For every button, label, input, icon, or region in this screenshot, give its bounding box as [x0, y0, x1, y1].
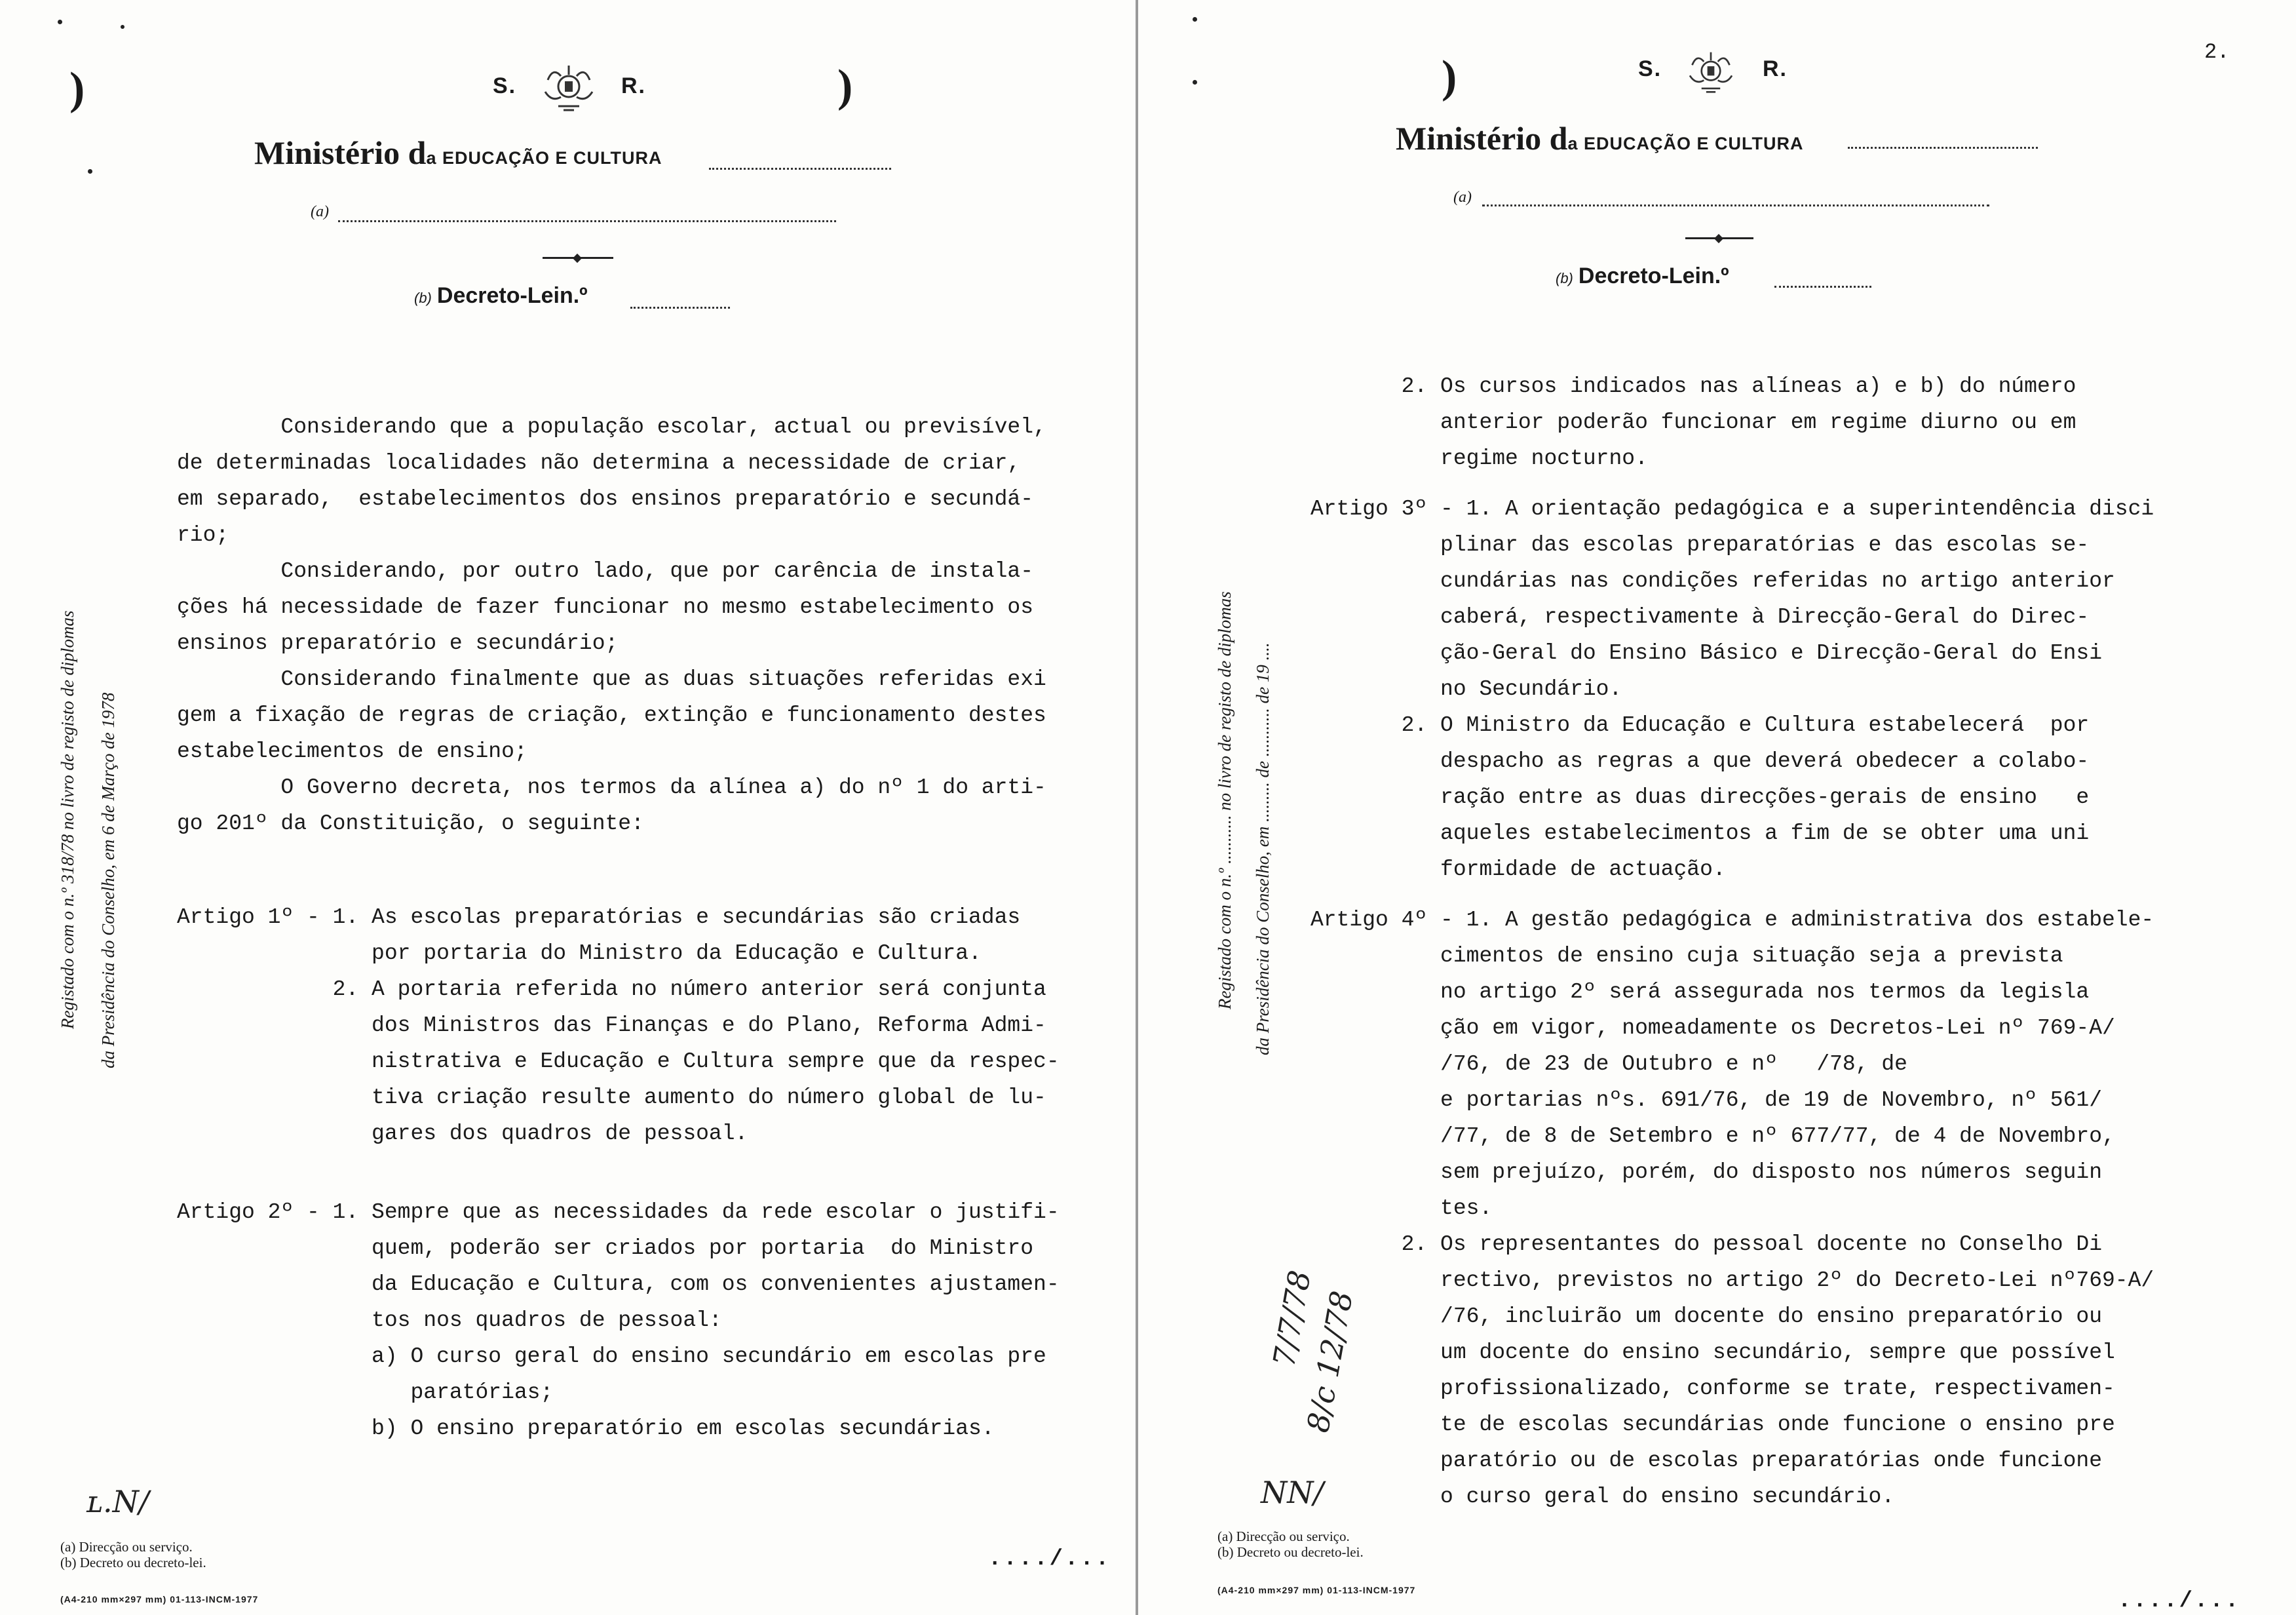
text-line: O Governo decreta, nos termos da alínea a) do nº 1 do arti-: [177, 775, 1046, 800]
text-line: por portaria do Ministro da Educação e Cultura.: [177, 941, 982, 965]
registry-margin-line-1: Registado com o n.º ........... no livro de registo de diplomas: [1215, 591, 1234, 1009]
text-line: cimentos de ensino cuja situação seja a prevista: [1311, 944, 2063, 968]
text-line: tes.: [1311, 1196, 1493, 1220]
binding-mark: ): [1442, 52, 1457, 102]
text-line: 2. A portaria referida no número anterior será conjunta: [177, 977, 1046, 1002]
text-line: rectivo, previstos no artigo 2º do Decreto-Lei nº769-A/: [1311, 1268, 2154, 1293]
text-line: /76, de 23 de Outubro e nº /78, de: [1311, 1052, 1907, 1076]
text-line: aqueles estabelecimentos a fim de se obter uma uni: [1311, 821, 2090, 846]
label-b: (b): [1556, 270, 1573, 286]
text-line: de determinadas localidades não determina a necessidade de criar,: [177, 451, 1021, 475]
text-line: caberá, respectivamente à Direcção-Geral do Direc-: [1311, 605, 2090, 629]
articles-text: [1311, 368, 2154, 1515]
registry-margin-line-2: da Presidência do Conselho, em 6 de Março de 1978: [98, 692, 118, 1068]
ministry-value: a EDUCAÇÃO E CULTURA: [1567, 134, 1804, 153]
text-line: regime nocturno.: [1311, 446, 1648, 471]
decreto-heading: [1556, 263, 1729, 289]
ministry-label: Ministério d: [254, 134, 427, 171]
decreto-label: Decreto-Lein.º: [1578, 263, 1729, 288]
page-number: 2.: [2204, 40, 2230, 64]
ministry-heading: [254, 134, 662, 172]
text-line: ção em vigor, nomeadamente os Decretos-Lei nº 769-A/: [1311, 1016, 2115, 1040]
decreto-fill-line: [1774, 286, 1871, 288]
artigo-1-text: [177, 899, 1060, 1152]
handwritten-annotation: 8/c 12/78: [1300, 1288, 1360, 1435]
binding-mark: ): [837, 61, 853, 111]
footnote-a: (a) Direcção ou serviço.: [1217, 1528, 1350, 1544]
text-line: paratório ou de escolas preparatórias onde funcione: [1311, 1449, 2102, 1473]
scan-speck: [88, 169, 92, 174]
text-line: 2. O Ministro da Educação e Cultura estabelecerá por: [1311, 713, 2090, 737]
scan-speck: [58, 20, 62, 24]
decreto-label: Decreto-Lein.º: [436, 283, 588, 308]
handwritten-date: 7/7/78: [1266, 1268, 1318, 1370]
continues-marker: ..../...: [2118, 1589, 2241, 1614]
text-line: Considerando finalmente que as duas situações referidas exi: [177, 667, 1046, 691]
scan-speck: [1193, 80, 1197, 85]
text-line: gem a fixação de regras de criação, extinção e funcionamento destes: [177, 703, 1046, 728]
print-info: (A4-210 mm×297 mm) 01-113-INCM-1977: [1217, 1585, 1416, 1595]
text-line: gares dos quadros de pessoal.: [177, 1121, 748, 1146]
text-line: nistrativa e Educação e Cultura sempre que da respec-: [177, 1049, 1060, 1074]
text-line: despacho as regras a que deverá obedecer a colabo-: [1311, 749, 2090, 773]
text-line: rio;: [177, 523, 229, 547]
text-line: e portarias nºs. 691/76, de 19 de Novembro, nº 561/: [1311, 1088, 2102, 1112]
ministry-heading: [1396, 119, 1804, 157]
handwritten-initials: ʟ.N/: [86, 1484, 149, 1519]
ministry-value: a EDUCAÇÃO E CULTURA: [426, 148, 662, 168]
text-line: profissionalizado, conforme se trate, respectivamen-: [1311, 1376, 2115, 1401]
text-line: dos Ministros das Finanças e do Plano, Reforma Admi-: [177, 1013, 1046, 1038]
footnote-a: (a) Direcção ou serviço.: [60, 1539, 193, 1555]
ministry-fill-line: [1848, 147, 2038, 149]
text-line: Artigo 3º - 1. A orientação pedagógica e a superintendência disci: [1311, 497, 2154, 521]
text-line: sem prejuízo, porém, do disposto nos números seguin: [1311, 1160, 2102, 1184]
text-line: plinar das escolas preparatórias e das escolas se-: [1311, 533, 2090, 557]
text-line: [1311, 887, 2154, 902]
ministry-label: Ministério d: [1396, 120, 1568, 157]
text-line: go 201º da Constituição, o seguinte:: [177, 811, 644, 836]
registry-margin-line-1: Registado com o n.º 318/78 no livro de registo de diplomas: [58, 610, 77, 1029]
footnote-b: (b) Decreto ou decreto-lei.: [1217, 1544, 1364, 1560]
label-a: (a): [1453, 189, 1472, 206]
text-line: ções há necessidade de fazer funcionar no mesmo estabelecimento os: [177, 595, 1034, 619]
text-line: ensinos preparatório e secundário;: [177, 631, 619, 655]
ministry-fill-line: [709, 168, 891, 170]
right-page: [1148, 0, 2296, 1615]
label-a: (a): [311, 203, 329, 220]
text-line: [1311, 477, 2154, 491]
text-line: Considerando, por outro lado, que por carência de instala-: [177, 559, 1034, 583]
decreto-fill-line: [630, 307, 730, 309]
decreto-heading: [414, 283, 588, 309]
a-fill-line: [338, 220, 836, 222]
text-line: no Secundário.: [1311, 677, 1622, 701]
text-line: 2. Os cursos indicados nas alíneas a) e b) do número: [1311, 374, 2076, 399]
republic-emblem-icon: [539, 63, 599, 113]
text-line: paratórias;: [177, 1380, 554, 1405]
page-gutter: [1136, 0, 1138, 1615]
registry-margin-line-2: da Presidência do Conselho, em ......... de ........... de 19 ....: [1253, 642, 1272, 1055]
text-line: a) O curso geral do ensino secundário em escolas pre: [177, 1344, 1046, 1369]
text-line: estabelecimentos de ensino;: [177, 739, 527, 764]
text-line: tiva criação resulte aumento do número global de lu-: [177, 1085, 1046, 1110]
text-line: no artigo 2º será assegurada nos termos da legisla: [1311, 980, 2090, 1004]
text-line: Artigo 1º - 1. As escolas preparatórias e secundárias são criadas: [177, 905, 1021, 929]
text-line: 2. Os representantes do pessoal docente no Conselho Di: [1311, 1232, 2102, 1256]
text-line: ção-Geral do Ensino Básico e Direcção-Geral do Ensi: [1311, 641, 2102, 665]
text-line: te de escolas secundárias onde funcione o ensino pre: [1311, 1412, 2115, 1437]
text-line: /76, incluirão um docente do ensino preparatório ou: [1311, 1304, 2102, 1329]
text-line: Artigo 4º - 1. A gestão pedagógica e administrativa dos estabele-: [1311, 908, 2154, 932]
text-line: quem, poderão ser criados por portaria do Ministro: [177, 1236, 1034, 1260]
text-line: formidade de actuação.: [1311, 857, 1726, 882]
separator-diamond: [1714, 234, 1723, 243]
text-line: tos nos quadros de pessoal:: [177, 1308, 722, 1333]
scan-speck: [1193, 17, 1197, 22]
text-line: /77, de 8 de Setembro e nº 677/77, de 4 de Novembro,: [1311, 1124, 2115, 1148]
a-fill-line: [1482, 204, 1989, 206]
text-line: Artigo 2º - 1. Sempre que as necessidades da rede escolar o justifi-: [177, 1200, 1060, 1224]
sr-left: S.: [1638, 56, 1662, 81]
sr-right: R.: [621, 73, 646, 98]
preamble-text: [177, 409, 1046, 842]
text-line: cundárias nas condições referidas no artigo anterior: [1311, 569, 2115, 593]
republic-emblem-icon: [1684, 50, 1738, 94]
text-line: da Educação e Cultura, com os convenientes ajustamen-: [177, 1272, 1060, 1296]
sr-right: R.: [1763, 56, 1788, 81]
continues-marker: ..../...: [988, 1547, 1111, 1572]
handwritten-initials: NN/: [1261, 1475, 1324, 1510]
separator-diamond: [573, 254, 582, 263]
scan-speck: [121, 25, 124, 29]
footnote-b: (b) Decreto ou decreto-lei.: [60, 1555, 206, 1570]
print-info: (A4-210 mm×297 mm) 01-113-INCM-1977: [60, 1594, 259, 1605]
text-line: um docente do ensino secundário, sempre que possível: [1311, 1340, 2115, 1365]
text-line: o curso geral do ensino secundário.: [1311, 1485, 1895, 1509]
text-line: Considerando que a população escolar, actual ou previsível,: [177, 415, 1046, 439]
sr-left: S.: [493, 73, 517, 98]
text-line: anterior poderão funcionar em regime diurno ou em: [1311, 410, 2076, 435]
text-line: em separado, estabelecimentos dos ensinos preparatório e secundá-: [177, 487, 1034, 511]
binding-mark: ): [69, 64, 85, 114]
text-line: ração entre as duas direcções-gerais de ensino e: [1311, 785, 2090, 809]
label-b: (b): [414, 290, 432, 306]
artigo-2-text: [177, 1194, 1060, 1447]
text-line: b) O ensino preparatório em escolas secundárias.: [177, 1416, 995, 1441]
